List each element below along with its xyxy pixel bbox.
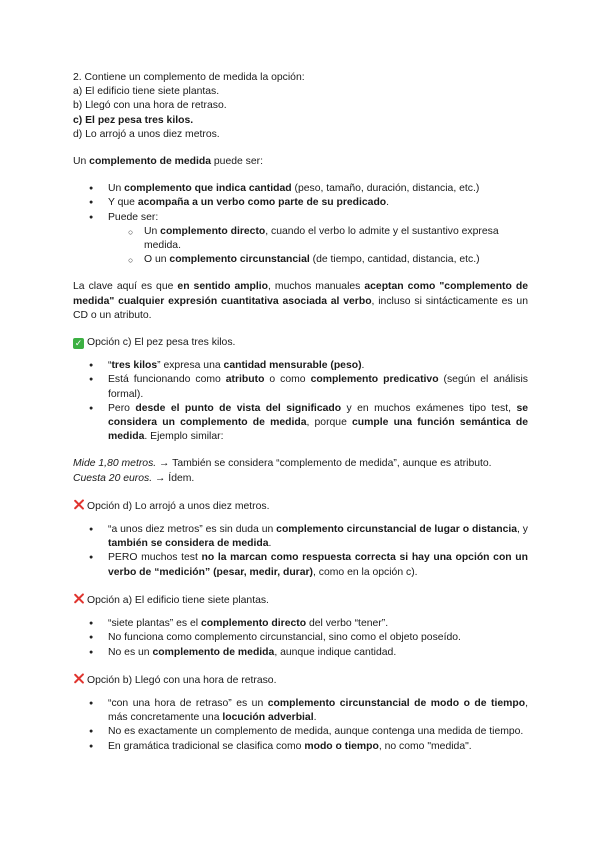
answer-c-list [73,359,528,444]
list-item: ● Pero desde el punto de vista del significado y en muchos exámenes tipo test, se considera un complemento de medida, porque cumple una función semántica de medida. Ejemplo similar: [73,402,528,445]
option-d-heading: Opción d) Lo arrojó a unos diez metros. [73,499,528,514]
option-b-list [73,697,528,754]
list-item: ● Puede ser: [73,211,528,225]
list-item: ● PERO muchos test no la marcan como respuesta correcta si hay una opción con un verbo de “medición” (pesar, medir, durar), como en la opción c). [73,551,528,579]
list-item: ● No funciona como complemento circunstancial, sino como el objeto poseído. [73,631,528,645]
answer-c-heading: ✓ Opción c) El pez pesa tres kilos. [74,337,236,349]
definition-list [73,182,528,267]
sub-list-item: ○ O un complemento circunstancial (de tiempo, cantidad, distancia, etc.) [73,253,528,267]
list-item: ● “a unos diez metros” es sin duda un complemento circunstancial de lugar o distancia, y también se considera de medida. [73,523,528,551]
list-item: ● Está funcionando como atributo o como complemento predicativo (según el análisis formal). [73,373,528,401]
option-a: a) El edificio tiene siete plantas. [73,86,220,98]
key-paragraph: La clave aquí es que en sentido amplio, muchos manuales aceptan como "complemento de medida" cualquier expresión cuantitativa asociada al verbo, incluso si sintácticamente es un CD o un atributo. [73,281,528,321]
intro-paragraph: Un complemento de medida puede ser: [73,156,263,168]
cross-mark-icon [73,593,84,604]
option-a-list [73,617,528,660]
option-d-list [73,523,528,580]
example-line: Mide 1,80 metros. → También se considera “complemento de medida”, aunque es atributo. [73,458,492,470]
document-page [73,71,528,754]
option-a-heading: Opción a) El edificio tiene siete plantas. [73,593,528,608]
check-mark-icon: ✓ [74,338,83,349]
option-c: c) El pez pesa tres kilos. [73,114,194,126]
list-item: ● En gramática tradicional se clasifica como modo o tiempo, no como "medida". [73,740,528,754]
list-item: ● “con una hora de retraso” es un complemento circunstancial de modo o de tiempo, más concretamente una locución adverbial. [73,697,528,725]
option-d: d) Lo arrojó a unos diez metros. [73,128,220,140]
sub-list-item: ○ Un complemento directo, cuando el verbo lo admite y el sustantivo expresa medida. [73,225,528,253]
option-b: b) Llegó con una hora de retraso. [73,100,227,112]
question-title: 2. Contiene un complemento de medida la opción: [73,72,305,83]
list-item: ● No es exactamente un complemento de medida, aunque contenga una medida de tiempo. [73,725,528,739]
example-line: Cuesta 20 euros. → Ídem. [73,472,195,484]
list-item: ● Un complemento que indica cantidad (peso, tamaño, duración, distancia, etc.) [73,182,528,196]
list-item: ● No es un complemento de medida, aunque indique cantidad. [73,646,528,660]
list-item: ● “tres kilos” expresa una cantidad mensurable (peso). [73,359,528,373]
list-item: ● Y que acompaña a un verbo como parte de su predicado. [73,196,528,210]
option-b-heading: Opción b) Llegó con una hora de retraso. [73,673,528,688]
cross-mark-icon [73,673,84,684]
cross-mark-icon [73,499,84,510]
list-item: ● “siete plantas” es el complemento directo del verbo “tener”. [73,617,528,631]
